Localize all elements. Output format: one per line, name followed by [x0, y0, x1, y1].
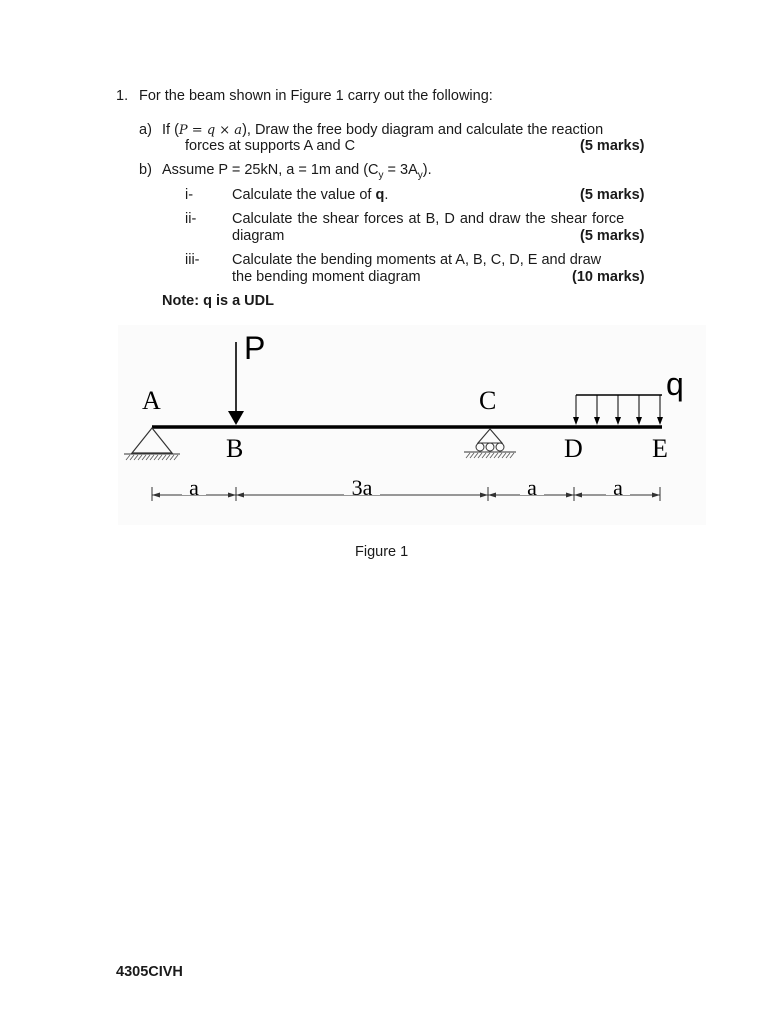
udl-label-q: q [666, 366, 684, 402]
item-ii-marks: (5 marks) [580, 228, 645, 244]
part-b-mid: = 3A [383, 162, 418, 178]
point-label-b: B [226, 434, 244, 463]
part-b-sub1: y [378, 169, 384, 181]
part-a-label: a) [139, 122, 152, 138]
footer-code: 4305CIVH [116, 964, 183, 980]
point-label-e: E [652, 434, 668, 463]
item-i-text [232, 187, 388, 203]
item-i-bold: q [375, 187, 385, 203]
part-b-sub2: y [417, 169, 423, 181]
item-i-label: i- [185, 187, 194, 203]
part-a-line1 [162, 122, 603, 138]
point-label-c: C [479, 386, 497, 415]
question-number: 1. [116, 88, 129, 104]
part-a-prefix: If ( [162, 122, 179, 138]
point-label-d: D [564, 434, 583, 463]
part-a-line2: forces at supports A and C [185, 138, 356, 154]
item-ii-line2: diagram [232, 228, 285, 244]
dim-label-de: a [613, 475, 623, 500]
item-i-text-after: . [384, 187, 389, 203]
part-a-suffix: ), Draw the free body diagram and calculate the reaction [242, 122, 604, 138]
item-iii-label: iii- [185, 252, 200, 268]
dim-label-cd: a [527, 475, 537, 500]
item-iii-line1: Calculate the bending moments at A, B, C, D, E and draw [232, 252, 602, 268]
part-b-suffix: ). [422, 162, 432, 178]
load-label-p: P [244, 330, 266, 366]
part-b-prefix: Assume P = 25kN, a = 1m and (C [162, 162, 379, 178]
figure-caption: Figure 1 [355, 544, 409, 560]
item-ii-label: ii- [185, 211, 197, 227]
item-i-marks: (5 marks) [580, 187, 645, 203]
part-a-marks: (5 marks) [580, 138, 645, 154]
beam-figure [118, 325, 706, 525]
item-ii-line1: Calculate the shear forces at B, D and draw the shear force [232, 211, 625, 227]
question-intro: For the beam shown in Figure 1 carry out the following: [139, 88, 493, 104]
part-a-math: P = q × a [178, 123, 243, 138]
note: Note: q is a UDL [162, 293, 274, 309]
point-label-a: A [142, 386, 161, 415]
item-iii-marks: (10 marks) [572, 269, 645, 285]
part-b-line [162, 162, 432, 181]
part-b-label: b) [139, 162, 152, 178]
item-i-text-before: Calculate the value of [232, 187, 376, 203]
dim-label-bc: 3a [351, 475, 373, 500]
dim-label-ab: a [189, 475, 199, 500]
beam-diagram [118, 325, 706, 525]
item-iii-line2: the bending moment diagram [232, 269, 421, 285]
